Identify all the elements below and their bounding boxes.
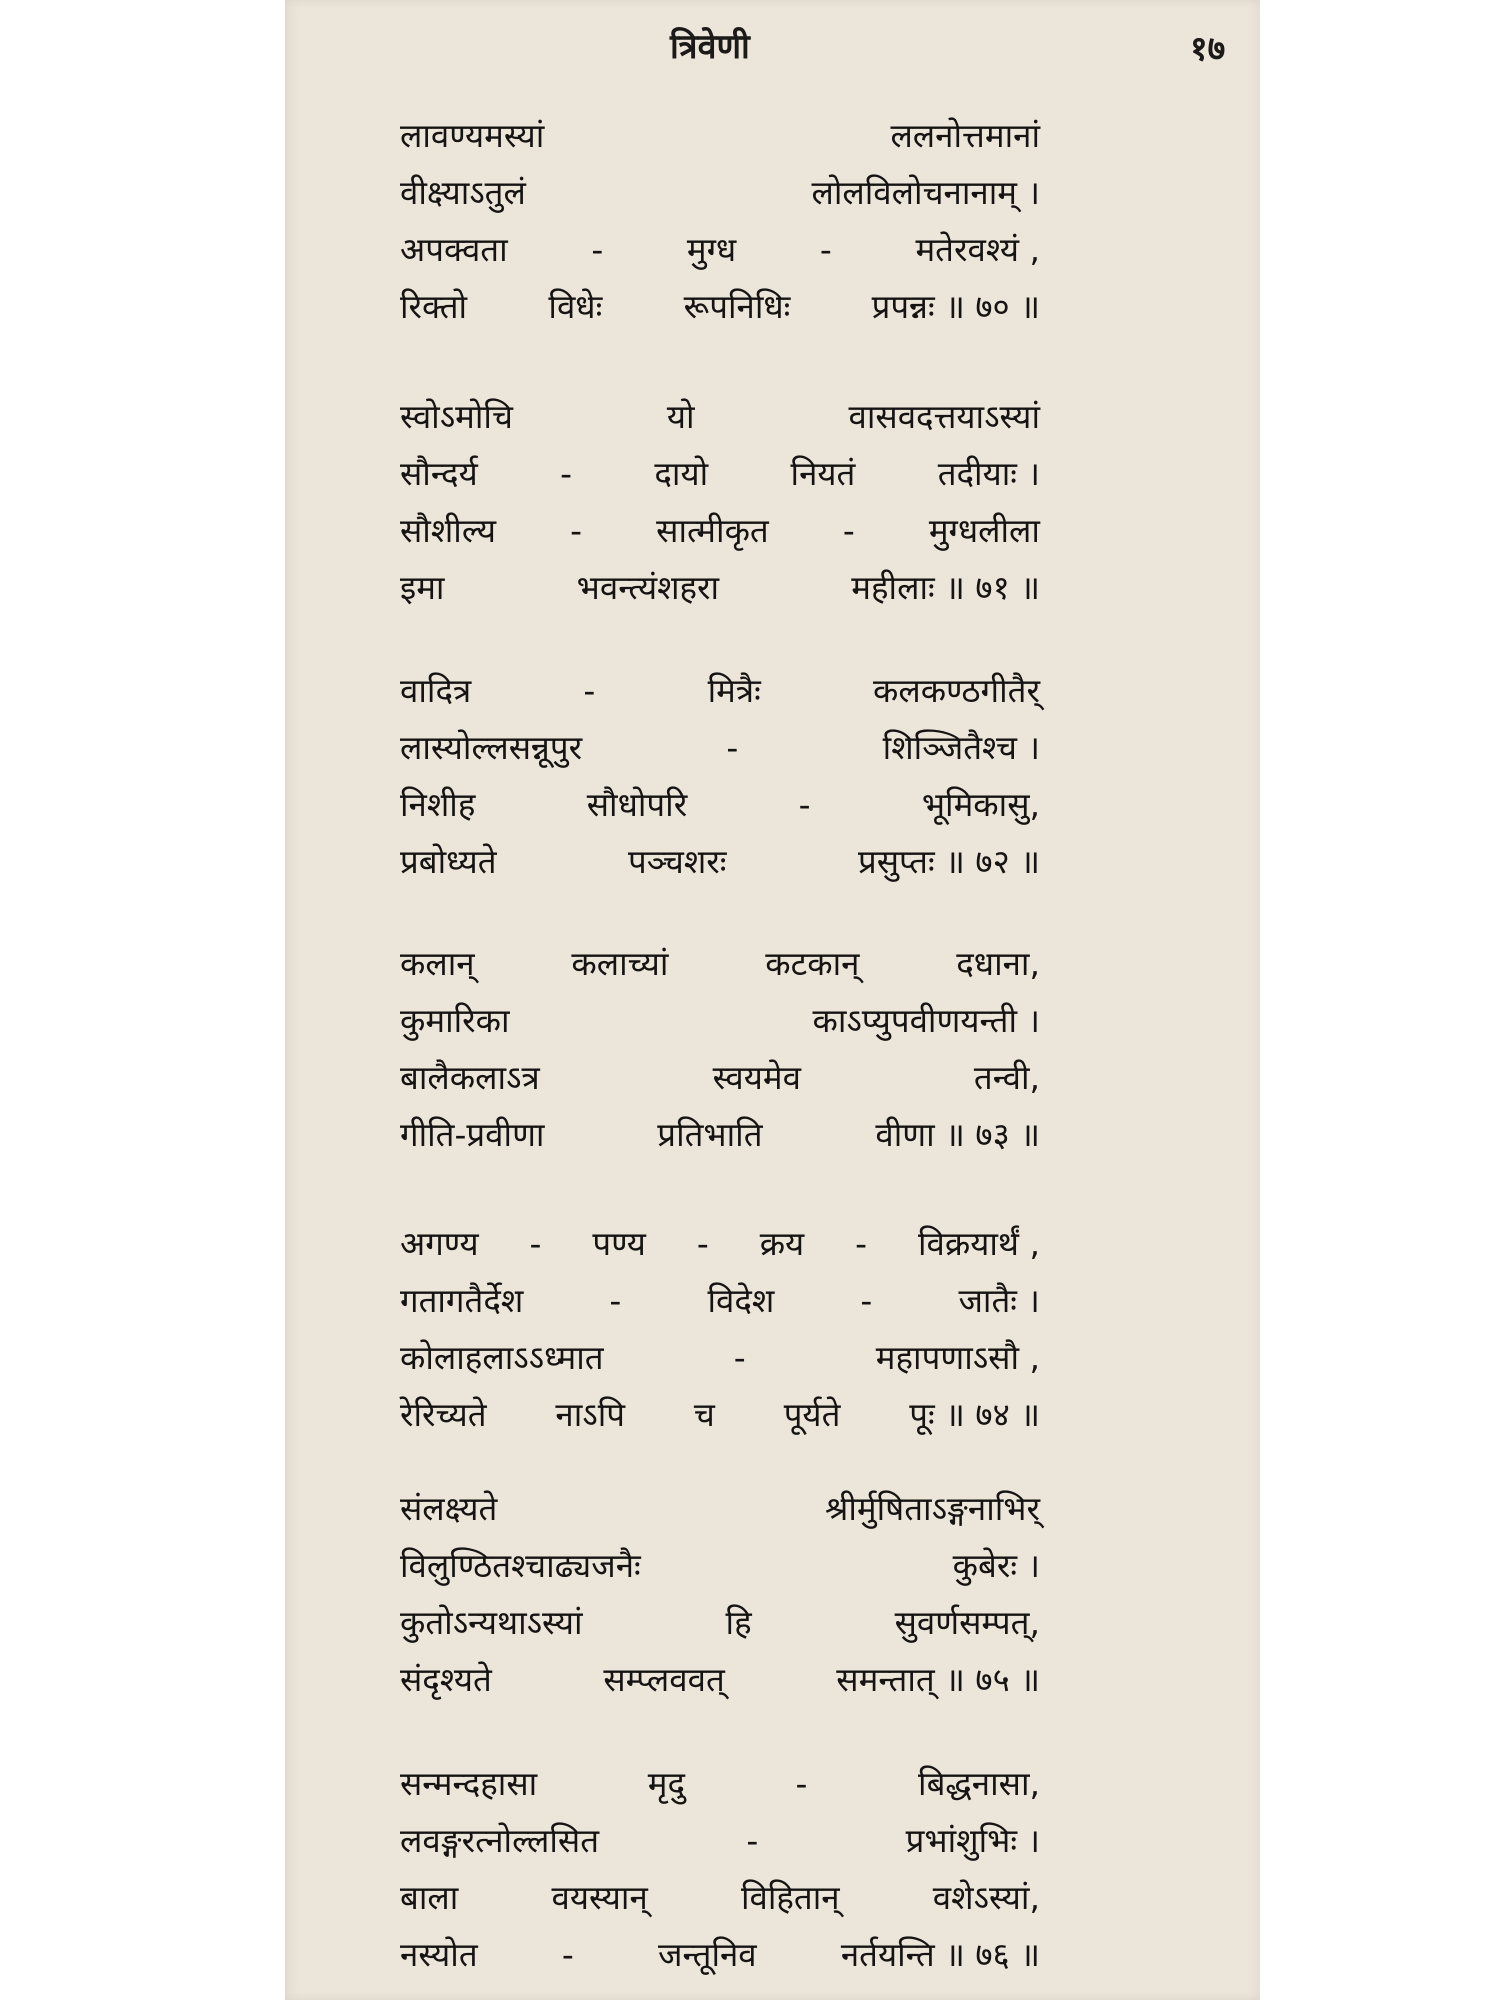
verse-word: श्रीर्मुषिताऽङ्गनाभिर् <box>824 1489 1040 1528</box>
verse-word: सात्मीकृत <box>656 511 769 550</box>
verse-word: तन्वी, <box>973 1058 1040 1097</box>
verse-line <box>400 226 1040 283</box>
verse-word: अपक्वता <box>400 230 508 269</box>
verse-word: काऽप्युपवीणयन्ती । <box>812 1001 1040 1040</box>
verse-word: रेरिच्यते <box>400 1395 487 1434</box>
verse-word: क्रय <box>759 1224 805 1263</box>
verse-word: लोलविलोचनानाम् । <box>811 173 1040 212</box>
verse-word: तदीयाः । <box>937 454 1040 493</box>
verse-word: - <box>529 1224 542 1263</box>
verse-word: कटकान् <box>765 944 860 983</box>
verse-word: जातैः । <box>958 1281 1040 1320</box>
verse-line <box>400 1111 1040 1168</box>
verse-word: मृदु <box>647 1764 685 1803</box>
verse-word: स्वोऽमोचि <box>400 397 513 436</box>
verse-word: यो <box>666 397 695 436</box>
running-title: त्रिवेणी <box>670 27 750 67</box>
verse-word: विदेश <box>707 1281 775 1320</box>
verse-word: मतेरवश्यं , <box>915 230 1040 269</box>
verse-line <box>400 724 1040 781</box>
verse-word: बिद्धनासा, <box>918 1764 1040 1803</box>
verse-word: रिक्तो <box>400 287 468 326</box>
verse-line <box>400 393 1040 450</box>
verse-word: - <box>570 511 583 550</box>
verse-word: वशेऽस्यां, <box>932 1878 1040 1917</box>
verse-word: - <box>819 230 832 269</box>
verse-word: महापणाऽसौ , <box>875 1338 1040 1377</box>
verse-word: पण्य <box>592 1224 646 1263</box>
verse-word: भूमिकासु, <box>921 785 1040 824</box>
verse-word: कुमारिका <box>400 1001 510 1040</box>
verse-word: - <box>560 454 573 493</box>
verse-word: लावण्यमस्यां <box>400 116 545 155</box>
verse-line <box>400 564 1040 621</box>
page-number: १७ <box>1190 29 1226 69</box>
verse-line <box>400 112 1040 169</box>
verse-word: महीलाः ॥ ७१ ॥ <box>851 568 1040 607</box>
verse-line <box>400 997 1040 1054</box>
verse-word: प्रभांशुभिः । <box>905 1821 1040 1860</box>
verse-line <box>400 667 1040 724</box>
verse-word: कलकण्ठगीतैर् <box>872 671 1040 710</box>
verse-word: - <box>855 1224 868 1263</box>
verse-word: सम्प्लववत् <box>603 1660 725 1699</box>
verse-line <box>400 1485 1040 1542</box>
verse-line <box>400 1599 1040 1656</box>
verse-word: प्रसुप्तः ॥ ७२ ॥ <box>857 842 1040 881</box>
verse-word: पञ्चशरः <box>628 842 727 881</box>
verse-word: समन्तात् ॥ ७५ ॥ <box>836 1660 1040 1699</box>
verse-word: हि <box>725 1603 752 1642</box>
verse-word: - <box>591 230 604 269</box>
verse-word: गीति-प्रवीणा <box>400 1115 545 1154</box>
verse-word: सौन्दर्य <box>400 454 478 493</box>
verse-line <box>400 1391 1040 1448</box>
verse-word: सन्मन्दहासा <box>400 1764 538 1803</box>
verse-word: - <box>609 1281 622 1320</box>
verse-word: विक्रयार्थं , <box>917 1224 1040 1263</box>
verse-word: - <box>860 1281 873 1320</box>
verse-stanza <box>400 112 1040 340</box>
verse-word: विहितान् <box>740 1878 840 1917</box>
verse-word: विधेः <box>548 287 603 326</box>
verse-word: - <box>561 1935 574 1974</box>
verse-word: निशीह <box>400 785 476 824</box>
verse-word: रूपनिधिः <box>683 287 791 326</box>
verse-word: संलक्ष्यते <box>400 1489 498 1528</box>
verse-word: स्वयमेव <box>712 1058 801 1097</box>
verse-line <box>400 1874 1040 1931</box>
verse-word: मुग्धलीला <box>928 511 1040 550</box>
verse-word: कुबेरः । <box>952 1546 1040 1585</box>
verse-line <box>400 1277 1040 1334</box>
verse-stanza <box>400 1485 1040 1713</box>
verse-word: अगण्य <box>400 1224 479 1263</box>
verse-word: - <box>583 671 596 710</box>
verse-word: सुवर्णसम्पत्, <box>894 1603 1040 1642</box>
verse-word: नस्योत <box>400 1935 478 1974</box>
verse-line <box>400 1931 1040 1988</box>
verse-line <box>400 781 1040 838</box>
verse-word: - <box>726 728 739 767</box>
verse-stanza <box>400 667 1040 895</box>
verse-word: प्रबोध्यते <box>400 842 497 881</box>
verse-word: मुग्ध <box>686 230 737 269</box>
verse-word: दधाना, <box>956 944 1040 983</box>
verse-word: कलाच्यां <box>571 944 669 983</box>
verse-line <box>400 450 1040 507</box>
verse-line <box>400 169 1040 226</box>
verse-word: नियतं <box>790 454 856 493</box>
verse-stanza <box>400 1760 1040 1988</box>
verse-word: च <box>693 1395 715 1434</box>
verse-word: वादित्र <box>400 671 472 710</box>
verse-line <box>400 1054 1040 1111</box>
verse-word: लास्योल्लसन्नूपुर <box>400 728 583 767</box>
verse-word: बालैकलाऽत्र <box>400 1058 540 1097</box>
verse-word: लवङ्गरत्नोल्लसित <box>400 1821 600 1860</box>
verse-word: - <box>795 1764 808 1803</box>
verse-word: वीणा ॥ ७३ ॥ <box>875 1115 1040 1154</box>
verse-word: - <box>696 1224 709 1263</box>
verse-line <box>400 838 1040 895</box>
verse-word: - <box>746 1821 759 1860</box>
verse-word: कलान् <box>400 944 475 983</box>
verse-line <box>400 1220 1040 1277</box>
verse-line <box>400 283 1040 340</box>
verse-word: पूः ॥ ७४ ॥ <box>909 1395 1040 1434</box>
verse-line <box>400 1542 1040 1599</box>
verse-word: - <box>798 785 811 824</box>
verse-line <box>400 1334 1040 1391</box>
verse-word: सौशील्य <box>400 511 497 550</box>
verse-word: वयस्यान् <box>551 1878 648 1917</box>
verse-word: वासवदत्तयाऽस्यां <box>848 397 1040 436</box>
verse-word: पूर्यते <box>783 1395 841 1434</box>
verse-word: विलुण्ठितश्चाढ्यजनैः <box>400 1546 641 1585</box>
verse-word: इमा <box>400 568 445 607</box>
verse-word: प्रतिभाति <box>657 1115 763 1154</box>
verse-word: कुतोऽन्यथाऽस्यां <box>400 1603 583 1642</box>
verse-word: वीक्ष्याऽतुलं <box>400 173 526 212</box>
verse-word: - <box>842 511 855 550</box>
verse-word: ललनोत्तमानां <box>890 116 1040 155</box>
verse-line <box>400 1656 1040 1713</box>
verse-word: शिञ्जितैश्च । <box>882 728 1040 767</box>
verse-word: नाऽपि <box>555 1395 625 1434</box>
verse-word: - <box>733 1338 746 1377</box>
verse-stanza <box>400 393 1040 621</box>
verse-word: प्रपन्नः ॥ ७० ॥ <box>871 287 1040 326</box>
verse-word: बाला <box>400 1878 459 1917</box>
verse-word: नर्तयन्ति ॥ ७६ ॥ <box>840 1935 1040 1974</box>
verse-line <box>400 940 1040 997</box>
verse-line <box>400 1817 1040 1874</box>
verse-word: जन्तूनिव <box>657 1935 757 1974</box>
verse-word: मित्रैः <box>707 671 761 710</box>
verse-stanza <box>400 940 1040 1168</box>
verse-stanza <box>400 1220 1040 1448</box>
verse-word: दायो <box>654 454 709 493</box>
verse-word: गतागतैर्देश <box>400 1281 524 1320</box>
verse-line <box>400 1760 1040 1817</box>
verse-word: कोलाहलाऽऽध्मात <box>400 1338 604 1377</box>
verse-word: सौधोपरि <box>586 785 688 824</box>
verse-line <box>400 507 1040 564</box>
verse-word: भवन्त्यंशहरा <box>576 568 720 607</box>
verse-word: संदृश्यते <box>400 1660 492 1699</box>
